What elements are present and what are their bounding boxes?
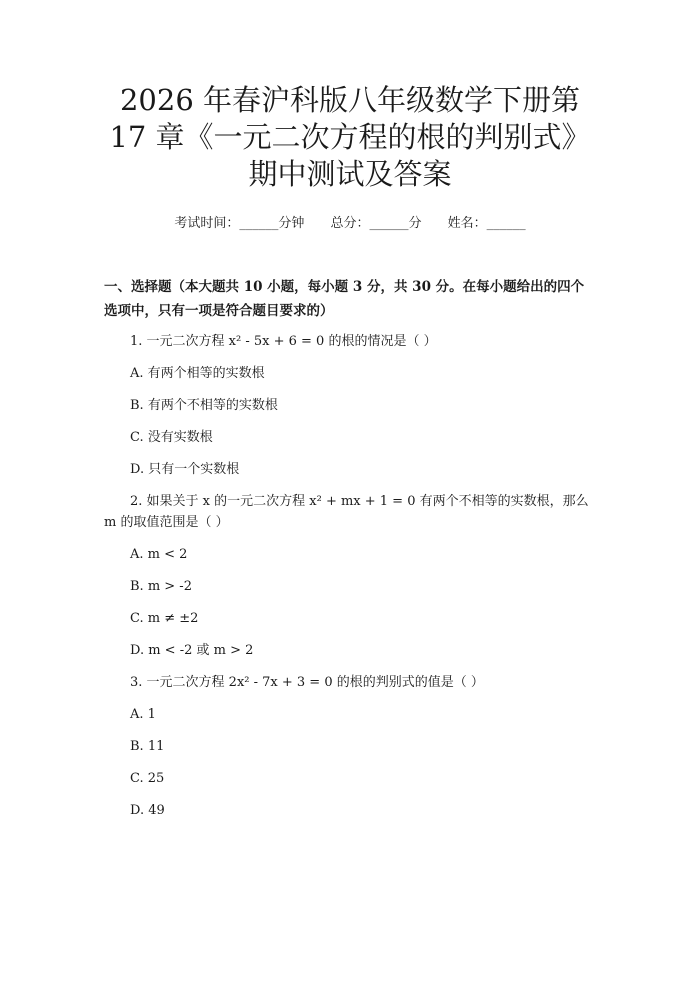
question-option: C. 25 [130,771,165,786]
question-option: B. m > -2 [130,579,192,594]
document-title: 2026 年春沪科版八年级数学下册第 17 章《一元二次方程的根的判别式》期中测试及答案 [109,83,591,191]
question-option: A. m < 2 [130,547,188,562]
document-page [0,82,700,987]
student-name: 姓名：______ [447,216,526,231]
question-option: D. 只有一个实数根 [130,462,240,477]
question-option: A. 有两个相等的实数根 [130,366,265,381]
question-option: B. 11 [130,739,165,754]
question-stem: 1. 一元二次方程 x² - 5x + 6 = 0 的根的情况是（ ） [130,334,437,349]
question-stem: 3. 一元二次方程 2x² - 7x + 3 = 0 的根的判别式的值是（ ） [130,675,484,690]
question-option: A. 1 [130,707,156,722]
exam-meta [104,215,596,233]
question-option: C. m ≠ ±2 [130,611,199,626]
question-option: B. 有两个不相等的实数根 [130,398,278,413]
question-option: C. 没有实数根 [130,430,213,445]
exam-time: 考试时间：______分钟 [174,216,305,231]
question-option: D. m < -2 或 m > 2 [130,643,254,658]
question-option: D. 49 [130,803,165,818]
total-score: 总分：______分 [330,216,422,231]
question-stem: 2. 如果关于 x 的一元二次方程 x² + mx + 1 = 0 有两个不相等的实数根，那么 m 的取值范围是（ ） [104,494,589,530]
section-heading: 一、选择题（本大题共 10 小题，每小题 3 分，共 30 分。在每小题给出的四个选项中，只有一项是符合题目要求的） [104,279,585,319]
